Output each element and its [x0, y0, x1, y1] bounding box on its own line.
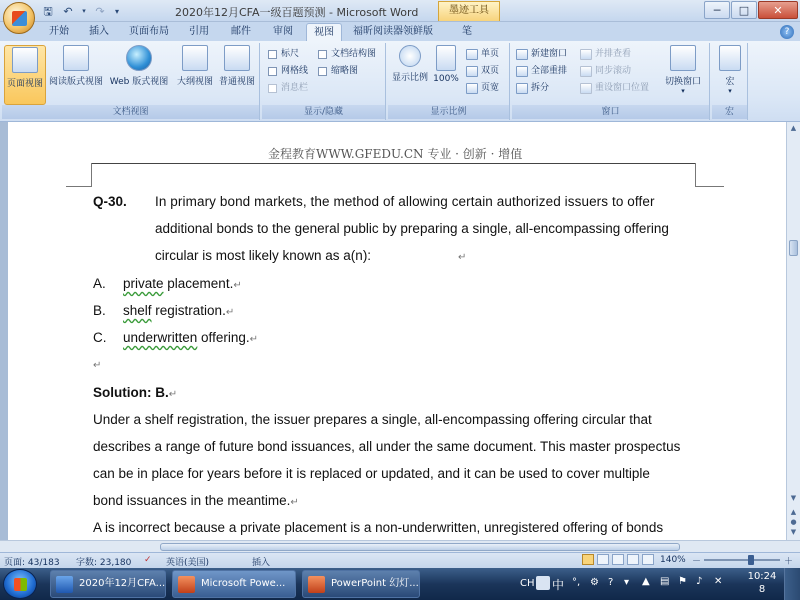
ime-mode[interactable]: 中 — [552, 578, 565, 592]
page-count[interactable]: 页面: 43/183 — [4, 558, 60, 568]
split-icon — [516, 83, 528, 94]
gridlines-checkbox-box[interactable] — [268, 67, 277, 76]
mute-icon[interactable]: ✕ — [714, 576, 723, 587]
macros-label: 宏 — [725, 77, 735, 87]
previous-page-icon[interactable]: ▲ — [790, 508, 797, 516]
arrange-all-icon — [516, 66, 528, 77]
thumbnails-label: 缩略图 — [331, 66, 359, 76]
option-letter: B. — [93, 303, 106, 318]
tab-insert[interactable]: 插入 — [89, 26, 109, 37]
magnifier-icon — [399, 45, 421, 67]
option-text — [123, 276, 242, 291]
ruler-checkbox[interactable] — [268, 47, 299, 62]
status-bar — [0, 552, 800, 568]
paragraph-mark: ↵ — [168, 389, 178, 400]
web-layout-label: Web 版式视图 — [109, 77, 169, 87]
paragraph-mark: ↵ — [225, 307, 235, 318]
zoom-in-button[interactable]: ＋ — [784, 557, 794, 567]
reset-window-position-button — [580, 81, 649, 96]
new-window-label: 新建窗口 — [531, 49, 568, 59]
group-zoom — [388, 43, 510, 120]
option-text — [123, 330, 258, 345]
solution-line: can be in place for years before it is replaced or updated, and it can be used to cover multiple — [93, 466, 650, 481]
group-macros — [712, 43, 748, 120]
ribbon — [0, 41, 800, 122]
language[interactable]: 英语(美国) — [166, 558, 210, 568]
taskbar-item-slideshow[interactable] — [302, 570, 420, 598]
side-by-side-label: 并排查看 — [595, 49, 632, 59]
view-side-by-side-button — [580, 47, 631, 62]
proofing-icon[interactable]: ✓ — [144, 555, 152, 565]
option-b — [93, 303, 235, 318]
draft-view-button[interactable] — [216, 45, 258, 105]
zoom-out-button[interactable]: － — [692, 557, 702, 567]
two-pages-button[interactable] — [466, 64, 499, 79]
new-window-button[interactable] — [516, 47, 567, 62]
solution-line: describes a range of future bond issuances, all under the same document. This master prospectus — [93, 439, 681, 454]
solution-title-text: Solution: B. — [93, 385, 169, 400]
two-pages-label: 双页 — [481, 66, 500, 76]
page-width-label: 页宽 — [481, 83, 500, 93]
tray-expand-icon[interactable]: ▲ — [642, 576, 650, 587]
print-layout-label: 页面视图 — [6, 79, 43, 89]
thumbnails-checkbox-box[interactable] — [318, 67, 327, 76]
paragraph-mark: ↵ — [233, 280, 242, 291]
tab-mailings[interactable]: 邮件 — [231, 26, 251, 37]
gridlines-label: 网格线 — [281, 66, 309, 76]
reading-layout-icon — [63, 45, 89, 71]
switch-windows-button[interactable] — [660, 45, 706, 105]
clock[interactable] — [745, 570, 779, 596]
windows-logo-icon — [14, 578, 27, 591]
taskbar-item-word[interactable] — [50, 570, 166, 598]
taskbar-item-label: PowerPoint 幻灯... — [331, 578, 419, 589]
volume-icon[interactable]: ♪ — [696, 576, 703, 587]
solution-line-text: bond issuances in the meantime. — [93, 493, 291, 508]
solution-title — [93, 385, 177, 400]
side-by-side-icon — [580, 49, 592, 60]
insert-mode[interactable]: 插入 — [252, 558, 271, 568]
word-icon — [56, 576, 73, 593]
office-button[interactable] — [3, 2, 35, 34]
outline-view-label: 大纲视图 — [176, 77, 213, 87]
group-label: 文档视图 — [2, 105, 259, 119]
taskbar-item-label: 2020年12月CFA... — [79, 578, 166, 589]
dropdown-arrow-icon: ▾ — [728, 87, 732, 95]
ime-help-icon[interactable]: ? — [608, 577, 614, 588]
network-icon[interactable]: ▤ — [660, 576, 670, 587]
horizontal-scrollbar[interactable] — [0, 540, 800, 552]
paragraph-mark: ↵ — [290, 497, 299, 508]
document-map-checkbox[interactable] — [318, 47, 376, 62]
word-count[interactable]: 字数: 23,180 — [76, 558, 132, 568]
tab-view[interactable]: 视图 — [306, 23, 342, 41]
scroll-thumb[interactable] — [789, 240, 798, 256]
office-logo-icon — [12, 11, 27, 26]
header-corner-mark — [91, 163, 92, 187]
tab-review[interactable]: 审阅 — [273, 26, 293, 37]
tab-pen[interactable]: 笔 — [462, 26, 472, 37]
reading-layout-label: 阅读版式视图 — [48, 77, 103, 87]
group-document-views — [2, 43, 260, 120]
powerpoint-icon — [178, 576, 195, 593]
undo-icon[interactable]: ↶ — [63, 4, 73, 18]
header-corner-mark — [695, 163, 696, 187]
taskbar-item-label: Microsoft Powe... — [201, 578, 286, 589]
powerpoint-slideshow-icon — [308, 576, 325, 593]
draft-view-label: 普通视图 — [218, 77, 255, 87]
window-title: 2020年12月CFA一级百题预测 - Microsoft Word — [175, 6, 419, 19]
page-100-icon — [436, 45, 456, 71]
option-rest: placement. — [163, 276, 234, 291]
macros-icon — [719, 45, 741, 71]
vertical-scrollbar[interactable] — [786, 122, 800, 540]
reading-view-icon[interactable] — [597, 554, 609, 565]
start-button[interactable] — [3, 569, 37, 599]
outline-view-icon[interactable] — [627, 554, 639, 565]
web-view-icon[interactable] — [612, 554, 624, 565]
reset-position-icon — [580, 83, 592, 94]
header-corner-mark — [66, 186, 92, 187]
globe-icon — [126, 45, 152, 71]
next-page-icon[interactable]: ▼ — [790, 528, 797, 536]
minimize-button[interactable]: ─ — [704, 1, 730, 19]
redo-icon[interactable]: ↷ — [95, 4, 105, 18]
clock-date: 8 — [758, 584, 766, 595]
option-a — [93, 276, 242, 291]
zoom-slider-knob[interactable] — [748, 555, 754, 565]
question-line: additional bonds to the general public by preparing a single, all-encompassing offering — [155, 221, 669, 236]
window-controls — [704, 1, 798, 19]
arrange-all-label: 全部重排 — [531, 66, 568, 76]
input-language[interactable]: CH — [520, 578, 535, 589]
page-width-button[interactable] — [466, 81, 499, 96]
zoom-label: 显示比例 — [391, 73, 428, 83]
zoom-slider[interactable] — [704, 559, 780, 561]
ime-settings-icon[interactable]: ⚙ — [590, 577, 599, 588]
option-text — [123, 303, 234, 318]
message-bar-checkbox-box — [268, 84, 277, 93]
option-word: shelf — [123, 303, 152, 318]
full-screen-reading-button[interactable] — [48, 45, 104, 105]
solution-line: Under a shelf registration, the issuer prepares a single, all-encompassing offering circular that — [93, 412, 652, 427]
group-label: 显示比例 — [388, 105, 509, 119]
print-layout-button[interactable] — [4, 45, 46, 105]
title-bar — [0, 0, 800, 22]
horizontal-scroll-thumb[interactable] — [160, 543, 680, 551]
draft-icon — [224, 45, 250, 71]
tab-references[interactable]: 引用 — [189, 26, 209, 37]
one-page-label: 单页 — [481, 49, 500, 59]
show-desktop-button[interactable] — [784, 568, 800, 600]
paragraph-mark: ↵ — [249, 334, 258, 345]
zoom-100-label: 100% — [433, 74, 459, 84]
gridlines-checkbox[interactable] — [268, 64, 308, 79]
scroll-down-icon[interactable]: ▼ — [790, 494, 797, 502]
option-letter: A. — [93, 276, 106, 291]
one-page-button[interactable] — [466, 47, 499, 62]
clock-time: 10:24 — [747, 571, 777, 582]
question-number: Q-30. — [93, 194, 127, 209]
taskbar-item-powerpoint[interactable] — [172, 570, 296, 598]
save-icon[interactable]: 🖫 — [43, 4, 53, 18]
outline-icon — [182, 45, 208, 71]
message-bar-label: 消息栏 — [281, 83, 309, 93]
group-label: 窗口 — [512, 105, 709, 119]
option-letter: C. — [93, 330, 107, 345]
undo-dropdown-icon[interactable]: ▾ — [82, 6, 86, 15]
tab-foxit-reader[interactable]: 福昕阅读器领鲜版 — [353, 26, 433, 37]
ribbon-tabs — [0, 22, 800, 41]
two-pages-icon — [466, 66, 478, 77]
macros-button[interactable] — [715, 45, 745, 105]
close-button[interactable]: ✕ — [758, 1, 798, 19]
zoom-button[interactable] — [390, 45, 430, 105]
header-rule — [92, 163, 696, 164]
quick-access-toolbar — [40, 3, 122, 19]
ime-punctuation-icon[interactable]: °, — [572, 577, 581, 588]
ruler-checkbox-box[interactable] — [268, 50, 277, 59]
sync-scroll-label: 同步滚动 — [595, 66, 632, 76]
paragraph-mark: ↵ — [458, 252, 467, 263]
print-layout-view-icon[interactable] — [582, 554, 594, 565]
maximize-button[interactable]: □ — [731, 1, 757, 19]
switch-windows-label: 切换窗口 — [664, 77, 701, 87]
keyboard-icon[interactable] — [536, 576, 550, 590]
ink-tools-context-tab: 墨迹工具 — [438, 1, 500, 21]
help-icon[interactable]: ? — [780, 25, 794, 39]
taskbar — [0, 568, 800, 600]
action-center-icon[interactable]: ⚑ — [678, 576, 687, 587]
zoom-100-button[interactable] — [432, 45, 460, 105]
zoom-level[interactable]: 140% — [660, 555, 686, 565]
draft-view-icon[interactable] — [642, 554, 654, 565]
document-map-label: 文档结构图 — [331, 49, 377, 59]
customize-qat-icon[interactable]: ▾ — [114, 6, 119, 16]
ime-menu-icon[interactable]: ▾ — [624, 577, 630, 588]
outline-view-button[interactable] — [174, 45, 216, 105]
option-c — [93, 330, 258, 345]
thumbnails-checkbox[interactable] — [318, 64, 358, 79]
tab-home[interactable]: 开始 — [49, 26, 69, 37]
option-rest: offering. — [197, 330, 250, 345]
group-show-hide — [262, 43, 386, 120]
group-window — [512, 43, 710, 120]
arrange-all-button[interactable] — [516, 64, 567, 79]
question-line: In primary bond markets, the method of allowing certain authorized issuers to offer — [155, 194, 655, 209]
question-line: circular is most likely known as a(n): — [155, 248, 372, 263]
option-word: underwritten — [123, 330, 198, 345]
page-header-text: 金程教育WWW.GFEDU.CN 专业 · 创新 · 增值 — [268, 147, 523, 161]
solution-line-partial: A is incorrect because a private placement is a non-underwritten, unregistered offering of bonds — [93, 520, 664, 535]
sync-scroll-button — [580, 64, 631, 79]
paragraph-mark: ↵ — [93, 360, 102, 371]
group-label: 宏 — [712, 105, 747, 119]
solution-line — [93, 493, 299, 508]
group-label: 显示/隐藏 — [262, 105, 385, 119]
switch-windows-icon — [670, 45, 696, 71]
web-layout-button[interactable] — [106, 45, 172, 105]
browse-object-icon[interactable]: ● — [790, 518, 797, 526]
split-button[interactable] — [516, 81, 549, 96]
new-window-icon — [516, 49, 528, 60]
header-corner-mark — [696, 186, 724, 187]
message-bar-checkbox — [268, 81, 308, 96]
print-layout-icon — [12, 47, 38, 73]
option-rest: registration. — [151, 303, 226, 318]
tab-page-layout[interactable]: 页面布局 — [129, 26, 169, 37]
split-label: 拆分 — [531, 83, 550, 93]
one-page-icon — [466, 49, 478, 60]
option-word: private — [123, 276, 164, 291]
document-map-checkbox-box[interactable] — [318, 50, 327, 59]
dropdown-arrow-icon: ▾ — [681, 87, 685, 95]
scroll-up-icon[interactable]: ▲ — [790, 124, 797, 132]
page-width-icon — [466, 83, 478, 94]
reset-position-label: 重设窗口位置 — [595, 83, 650, 93]
sync-scroll-icon — [580, 66, 592, 77]
ruler-label: 标尺 — [281, 49, 300, 59]
